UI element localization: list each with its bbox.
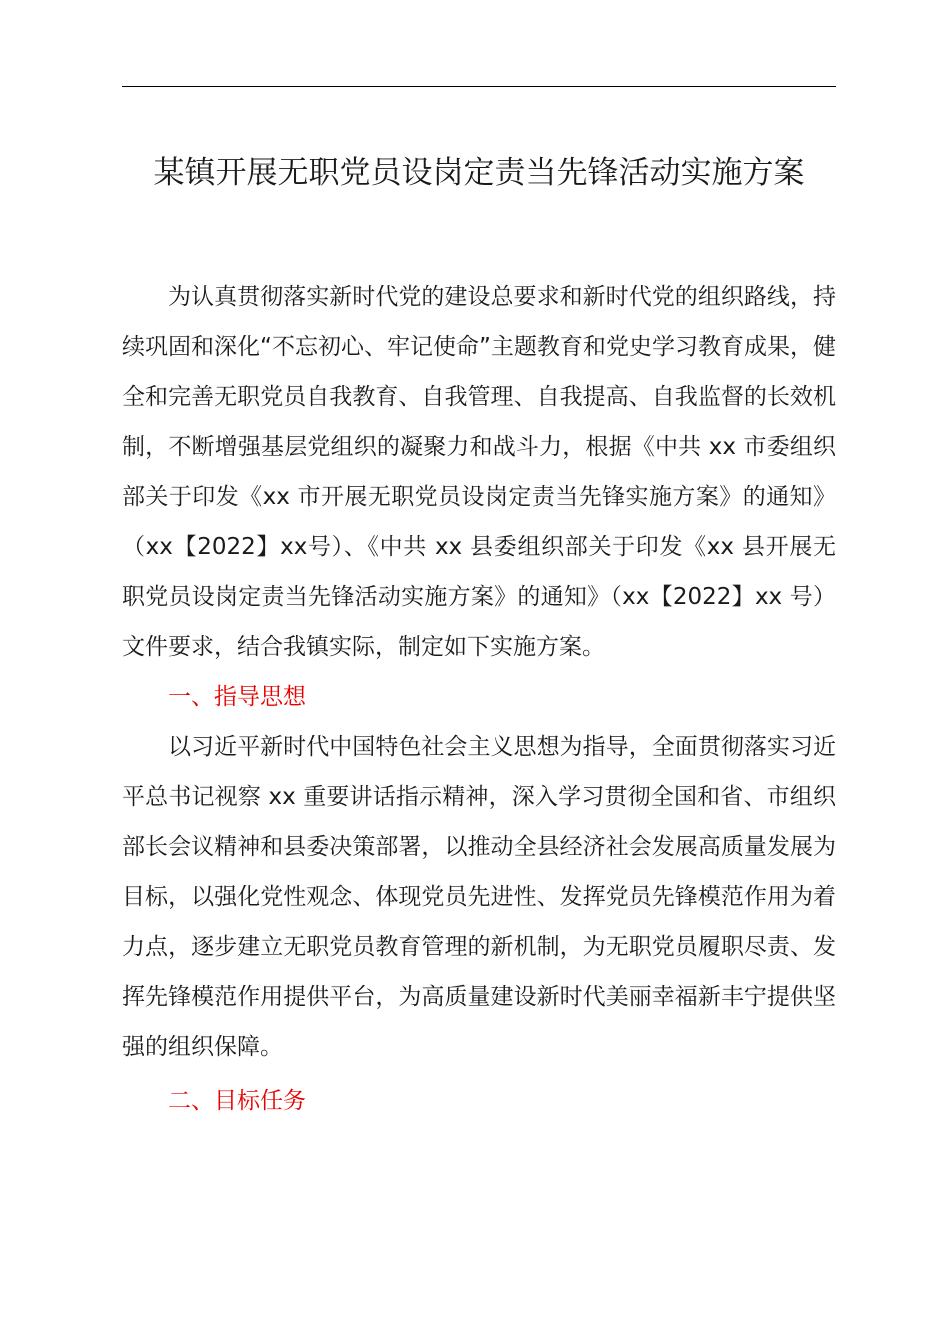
section-heading-goals-tasks: 二、目标任务: [168, 1088, 306, 1114]
section-heading-guiding-ideology: 一、指导思想: [168, 684, 306, 710]
document-body: [122, 272, 836, 1126]
intro-paragraph: 为认真贯彻落实新时代党的建设总要求和新时代党的组织路线，持续巩固和深化“不忘初心、牢记使命”主题教育和党史学习教育成果，健全和完善无职党员自我教育、自我管理、自我提高、自我监督的长效机制，不断增强基层党组织的凝聚力和战斗力，根据《中共 xx 市委组织部关于印发《xx 市开展无职党员设岗定责当先锋实施方案》的通知》（xx【2022】xx号）、《中共 xx 县委组织部关于印发《xx 县开展无职党员设岗定责当先锋活动实施方案》的通知》（xx【2022】xx 号）文件要求，结合我镇实际，制定如下实施方案。: [122, 284, 836, 660]
guiding-ideology-paragraph: 以习近平新时代中国特色社会主义思想为指导，全面贯彻落实习近平总书记视察 xx 重要讲话指示精神，深入学习贯彻全国和省、市组织部长会议精神和县委决策部署，以推动全县经济社会发展高质量发展为目标，以强化党性观念、体现党员先进性、发挥党员先锋模范作用为着力点，逐步建立无职党员教育管理的新机制，为无职党员履职尽责、发挥先锋模范作用提供平台，为高质量建设新时代美丽幸福新丰宁提供坚强的组织保障。: [122, 734, 836, 1060]
document-title: 某镇开展无职党员设岗定责当先锋活动实施方案: [153, 155, 805, 191]
header-rule: [122, 86, 836, 87]
